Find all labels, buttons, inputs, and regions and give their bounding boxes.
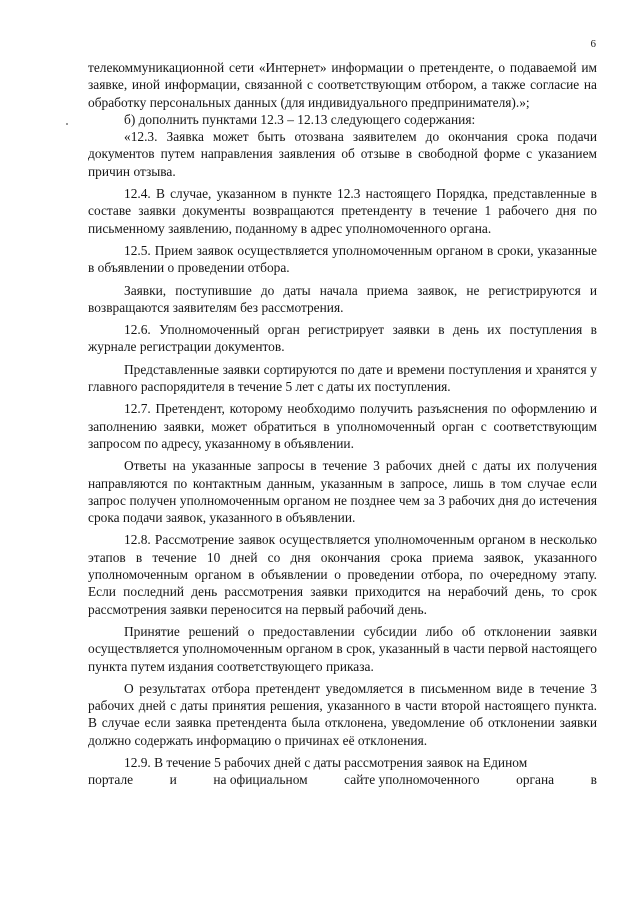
last-line-word: органа: [516, 772, 555, 788]
last-line-word: сайте уполномоченного: [344, 772, 480, 788]
paragraph-12-3: «12.3. Заявка может быть отозвана заявителем до окончания срока подачи документов путем направления заявления об отзыве в свободной форме с указанием причин отзыва.: [88, 129, 597, 179]
last-line-word: на официальном: [213, 772, 308, 788]
paragraph-12-6: 12.6. Уполномоченный орган регистрирует заявки в день их поступления в журнале регистрации документов.: [88, 322, 597, 355]
last-line-word: и: [169, 772, 177, 788]
scan-mark: [66, 123, 68, 125]
paragraph-12-9-first-line: 12.9. В течение 5 рабочих дней с даты рассмотрения заявок на Едином: [124, 754, 528, 770]
paragraph-12-5-part-2: Заявки, поступившие до даты начала приема заявок, не регистрируются и возвращаются заявителям без рассмотрения.: [88, 282, 597, 315]
paragraph-continuation: телекоммуникационной сети «Интернет» информации о претенденте, о подаваемой им заявке, иной информации, связанной с соответствующим отбором, а также согласие на обработку персональных данных (для индивидуального предпринимателя).»;: [88, 60, 597, 110]
last-line-word: портале: [88, 772, 134, 788]
paragraph-12-7-part-2: Ответы на указанные запросы в течение 3 рабочих дней с даты их получения направляются по контактным данным, указанным в запросе, лишь в том случае если запрос получен уполномоченным органом не позднее чем за 3 рабочих дня до истечения срока подачи заявок, указанного в объявлении.: [88, 458, 597, 526]
paragraph-12-8-part-3: О результатах отбора претендент уведомляется в письменном виде в течение 3 рабочих дней с даты принятия решения, указанного в части второй настоящего пункта. В случае если заявка претендента была отклонена, уведомление об отклонении заявки должно содержать информацию о причинах её отклонения.: [88, 680, 597, 748]
page-number: 6: [590, 38, 596, 50]
paragraph-amendment-b: б) дополнить пунктами 12.3 – 12.13 следующего содержания:: [124, 111, 476, 127]
paragraph-12-7: 12.7. Претендент, которому необходимо получить разъяснения по оформлению и заполнению заявки, может обратиться в уполномоченный орган с соответствующим запросом по адресу, указанному в объявлении.: [88, 401, 597, 451]
last-line-word: в: [590, 772, 597, 788]
paragraph-12-9-last-line: [88, 771, 597, 788]
document-body: [88, 59, 597, 789]
paragraph-12-6-part-2: Представленные заявки сортируются по дате и времени поступления и хранятся у главного распорядителя в течение 5 лет с даты их поступления.: [88, 361, 597, 395]
paragraph-12-4: 12.4. В случае, указанном в пункте 12.3 настоящего Порядка, представленные в составе заявки документы возвращаются претенденту в течение 1 рабочего дня по письменному заявлению, поданному в адрес уполномоченного органа.: [88, 186, 597, 236]
paragraph-12-8: 12.8. Рассмотрение заявок осуществляется уполномоченным органом в несколько этапов в течение 10 дней со дня окончания срока приема заявок, указанного уполномоченным органом в объявлении о проведении отбора, по очередному этапу. Если последний день рассмотрения заявки приходится на нерабочий день, то срок рассмотрения заявки переносится на первый рабочий день.: [88, 532, 597, 617]
paragraph-12-5: 12.5. Прием заявок осуществляется уполномоченным органом в сроки, указанные в объявлении о проведении отбора.: [88, 242, 597, 276]
paragraph-12-8-part-2: Принятие решений о предоставлении субсидии либо об отклонении заявки осуществляется уполномоченным органом в срок, указанный в части первой настоящего пункта путем издания соответствующего приказа.: [88, 623, 597, 674]
